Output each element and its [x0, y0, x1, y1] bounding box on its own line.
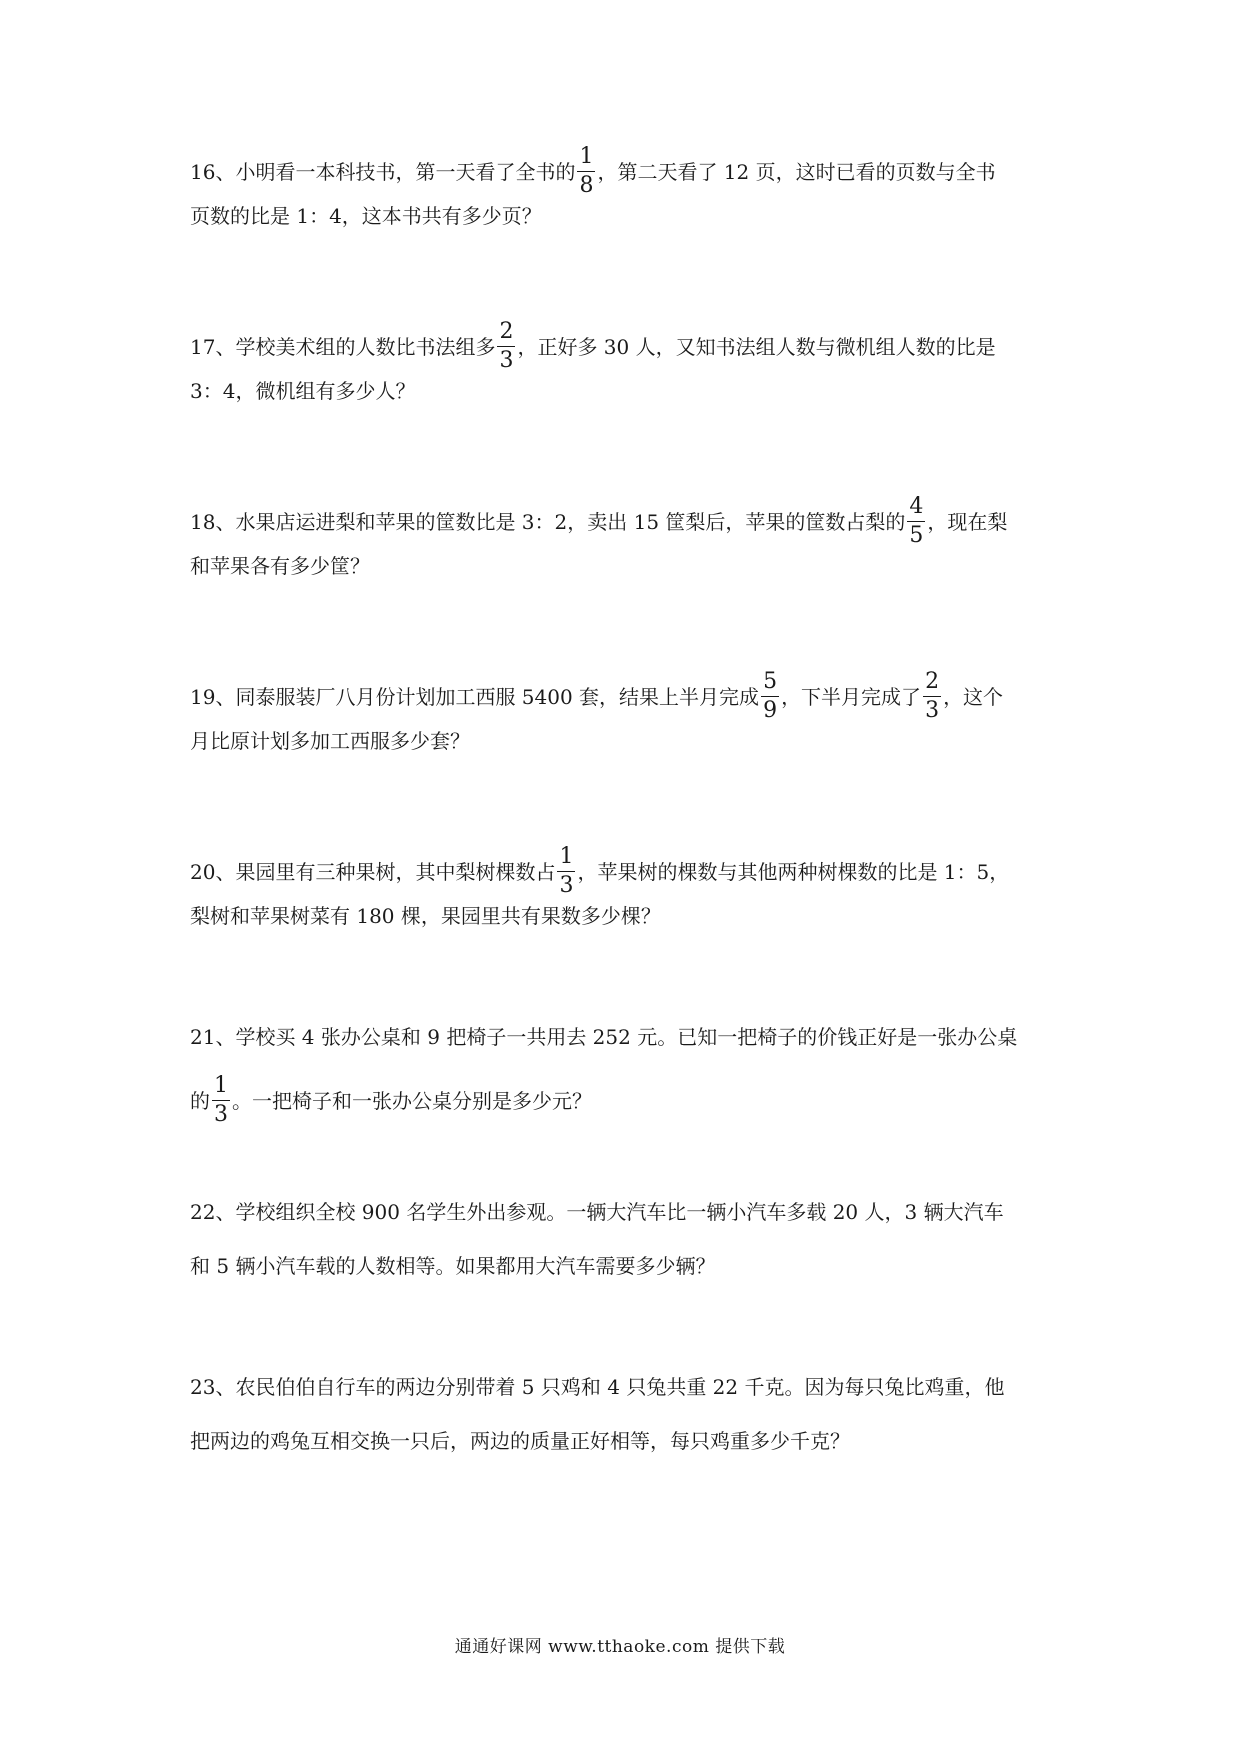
problem-line	[190, 552, 370, 580]
problem-text: ，现在梨	[927, 510, 1008, 534]
problem-line	[190, 494, 1008, 549]
fraction-numerator: 1	[212, 1075, 230, 1101]
fraction-numerator: 2	[923, 671, 941, 697]
problem-line	[190, 1198, 1004, 1226]
problem-text: ，苹果树的棵数与其他两种树棵数的比是 1：5，	[577, 860, 1010, 884]
problem-text: 的	[190, 1089, 210, 1113]
problem-text: 。一把椅子和一张办公桌分别是多少元？	[232, 1089, 592, 1113]
problem-line	[190, 202, 542, 230]
fraction	[557, 846, 575, 897]
fraction-denominator: 3	[925, 698, 940, 723]
problem-text: 16、小明看一本科技书，第一天看了全书的	[190, 160, 576, 184]
problem-text: 20、果园里有三种果树，其中梨树棵数占	[190, 860, 556, 884]
problem-text: 3：4，微机组有多少人？	[190, 379, 416, 403]
problem-text: ，第二天看了 12 页，这时已看的页数与全书	[597, 160, 996, 184]
fraction-denominator: 3	[214, 1102, 228, 1127]
fraction-denominator: 3	[499, 348, 514, 373]
problem-text: 月比原计划多加工西服多少套？	[190, 729, 470, 753]
problem-text: 梨树和苹果树菜有 180 棵，果园里共有果数多少棵？	[190, 904, 661, 928]
fraction-numerator: 1	[577, 146, 595, 172]
fraction-denominator: 5	[909, 523, 924, 548]
problem-text: 19、同泰服装厂八月份计划加工西服 5400 套，结果上半月完成	[190, 685, 760, 709]
fraction-denominator: 8	[579, 173, 594, 198]
fraction	[577, 146, 595, 197]
fraction	[907, 496, 925, 547]
problem-text: 21、学校买 4 张办公桌和 9 把椅子一共用去 252 元。已知一把椅子的价钱正好是一张办公桌	[190, 1025, 1018, 1049]
fraction	[761, 671, 779, 722]
problem-line	[190, 1427, 850, 1455]
fraction-numerator: 5	[761, 671, 779, 697]
fraction-numerator: 1	[557, 846, 575, 872]
fraction	[923, 671, 941, 722]
problem-line	[190, 669, 1004, 724]
fraction-numerator: 2	[497, 321, 515, 347]
problem-text: 页数的比是 1：4，这本书共有多少页？	[190, 204, 542, 228]
problem-line	[190, 727, 470, 755]
problem-text: 22、学校组织全校 900 名学生外出参观。一辆大汽车比一辆小汽车多载 20 人，3 辆大汽车	[190, 1200, 1004, 1224]
problem-line	[190, 319, 996, 374]
problem-text: 18、水果店运进梨和苹果的筐数比是 3：2，卖出 15 筐梨后，苹果的筐数占梨的	[190, 510, 906, 534]
problem-text: ，下半月完成了	[781, 685, 922, 709]
fraction-numerator: 4	[907, 496, 925, 522]
problem-text: ，这个	[943, 685, 1004, 709]
fraction	[212, 1075, 230, 1126]
problem-line	[190, 1073, 592, 1128]
fraction-denominator: 9	[763, 698, 778, 723]
problem-text: ，正好多 30 人，又知书法组人数与微机组人数的比是	[517, 335, 996, 359]
problem-line	[190, 1373, 1005, 1401]
problem-line	[190, 902, 661, 930]
problem-line	[190, 144, 996, 199]
problem-line	[190, 377, 415, 405]
problem-text: 17、学校美术组的人数比书法组多	[190, 335, 496, 359]
fraction-denominator: 3	[559, 873, 574, 898]
fraction	[497, 321, 515, 372]
page-footer: 通通好课网 www.tthaoke.com 提供下载	[454, 1637, 786, 1657]
problem-line	[190, 1252, 715, 1280]
problem-text: 和 5 辆小汽车载的人数相等。如果都用大汽车需要多少辆？	[190, 1254, 716, 1278]
problem-text: 把两边的鸡兔互相交换一只后，两边的质量正好相等，每只鸡重多少千克？	[190, 1429, 850, 1453]
problem-line	[190, 844, 1010, 899]
problem-text: 和苹果各有多少筐？	[190, 554, 370, 578]
problem-text: 23、农民伯伯自行车的两边分别带着 5 只鸡和 4 只兔共重 22 千克。因为每只兔比鸡重，他	[190, 1375, 1005, 1399]
problem-line	[190, 1023, 1017, 1051]
